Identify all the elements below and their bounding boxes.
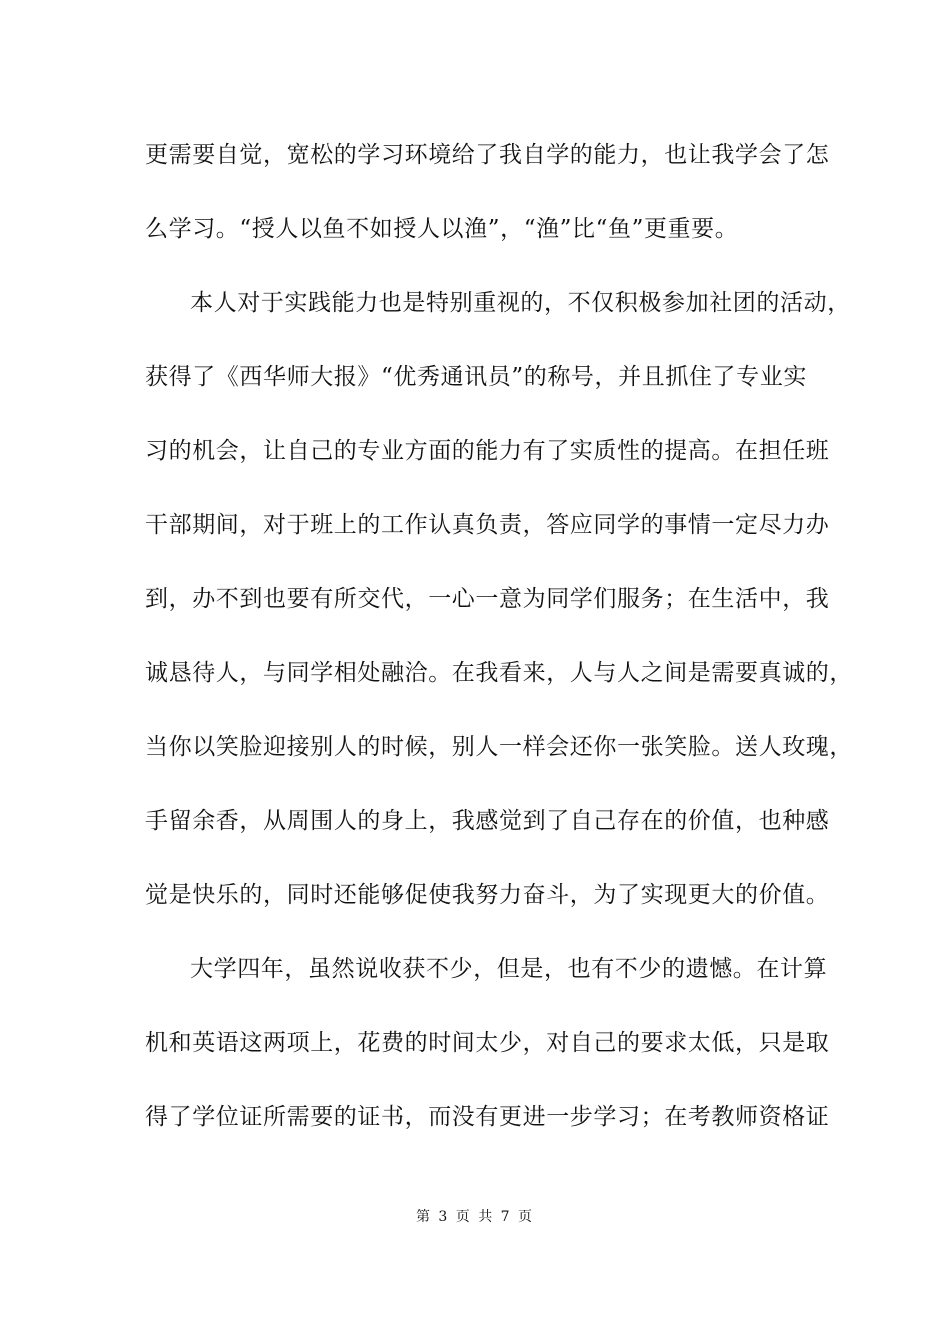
footer-suffix: 页	[518, 1209, 535, 1225]
text-line-8: 诚恳待人，与同学相处融洽。在我看来，人与人之间是需要真诚的，	[145, 660, 853, 686]
footer-current-page: 3	[438, 1209, 450, 1225]
paragraph-start-line-3: 本人对于实践能力也是特别重视的，不仅积极参加社团的活动，	[190, 290, 851, 316]
footer-middle: 页 共	[455, 1209, 495, 1225]
text-line-10: 手留余香，从周围人的身上，我感觉到了自己存在的价值，也种感	[145, 808, 830, 834]
text-line-7: 到，办不到也要有所交代，一心一意为同学们服务；在生活中，我	[145, 586, 830, 612]
text-line-4: 获得了《西华师大报》“优秀通讯员”的称号，并且抓住了专业实	[145, 364, 807, 390]
footer-prefix: 第	[415, 1209, 432, 1225]
text-line-1: 更需要自觉，宽松的学习环境给了我自学的能力，也让我学会了怎	[145, 142, 830, 168]
footer-total-pages: 7	[500, 1209, 512, 1225]
text-line-11: 觉是快乐的，同时还能够促使我努力奋斗，为了实现更大的价值。	[145, 882, 830, 908]
text-line-14: 得了学位证所需要的证书，而没有更进一步学习；在考教师资格证	[145, 1104, 830, 1130]
text-line-2: 么学习。“授人以鱼不如授人以渔”，“渔”比“鱼”更重要。	[145, 216, 739, 242]
text-line-5: 习的机会，让自己的专业方面的能力有了实质性的提高。在担任班	[145, 438, 830, 464]
paragraph-start-line-12: 大学四年，虽然说收获不少，但是，也有不少的遗憾。在计算	[190, 956, 828, 982]
page-number-footer	[0, 1208, 950, 1226]
text-line-13: 机和英语这两项上，花费的时间太少，对自己的要求太低，只是取	[145, 1030, 830, 1056]
text-line-6: 干部期间，对于班上的工作认真负责，答应同学的事情一定尽力办	[145, 512, 830, 538]
text-line-9: 当你以笑脸迎接别人的时候，别人一样会还你一张笑脸。送人玫瑰，	[145, 734, 853, 760]
